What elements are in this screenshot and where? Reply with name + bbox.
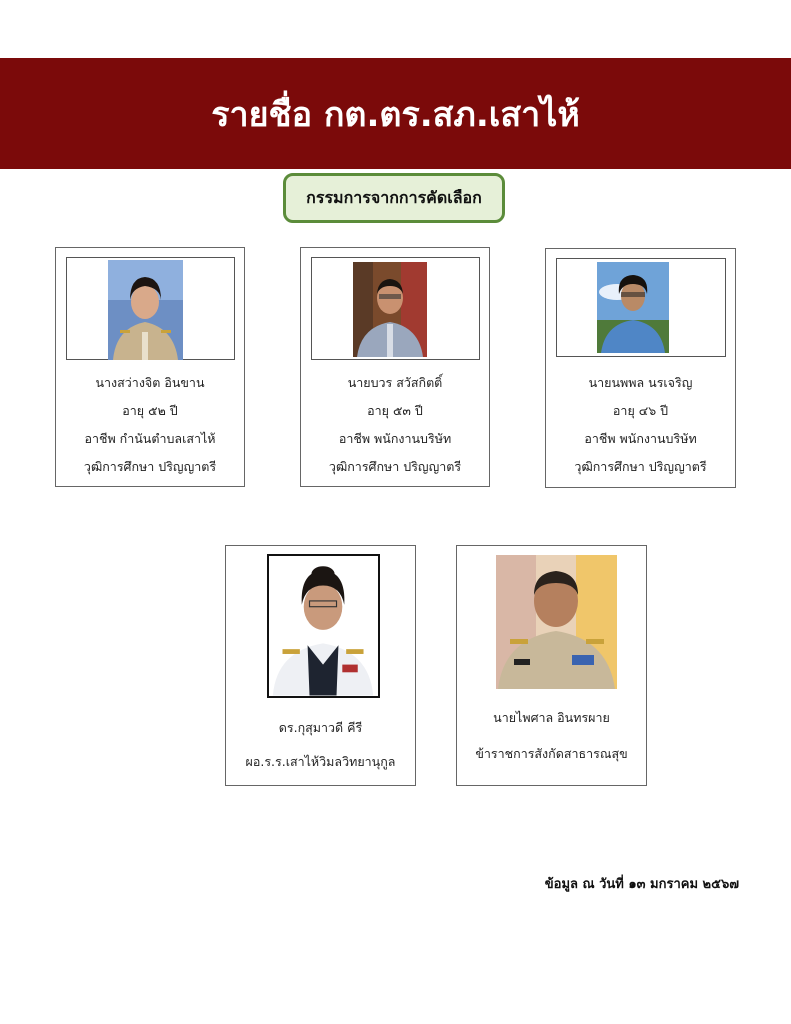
title-banner bbox=[0, 58, 791, 169]
member-name: นายบวร สวัสกิตติ์ bbox=[347, 375, 443, 390]
member-position: ข้าราชการสังกัดสาธารณสุข bbox=[475, 746, 628, 761]
member-name: นายไพศาล อินทรผาย bbox=[493, 710, 610, 725]
member-education: วุฒิการศึกษา ปริญญาตรี bbox=[83, 459, 217, 474]
member-occupation: อาชีพ พนักงานบริษัท bbox=[584, 431, 697, 446]
data-date-note: ข้อมูล ณ วันที่ ๑๓ มกราคม ๒๕๖๗ bbox=[544, 877, 739, 892]
member-photo bbox=[108, 260, 183, 360]
member-education: วุฒิการศึกษา ปริญญาตรี bbox=[328, 459, 462, 474]
member-education: วุฒิการศึกษา ปริญญาตรี bbox=[574, 459, 707, 474]
section-label: กรรมการจากการคัดเลือก bbox=[283, 173, 505, 223]
member-name: ดร.กุสุมาวดี คีรี bbox=[278, 720, 363, 735]
member-card-1 bbox=[55, 247, 245, 487]
member-card-2 bbox=[300, 247, 490, 487]
member-age: อายุ ๕๓ ปี bbox=[367, 403, 423, 418]
member-photo bbox=[353, 262, 427, 357]
member-card-3 bbox=[545, 248, 736, 488]
member-age: อายุ ๔๖ ปี bbox=[612, 403, 669, 418]
page-title: รายชื่อ กต.ตร.สภ.เสาไห้ bbox=[211, 94, 580, 135]
member-name: นางสว่างจิต อินขาน bbox=[95, 375, 205, 390]
member-age: อายุ ๕๒ ปี bbox=[122, 403, 178, 418]
member-photo bbox=[496, 555, 617, 689]
member-card-4 bbox=[225, 545, 416, 786]
member-position: ผอ.ร.ร.เสาไห้วิมลวิทยานุกูล bbox=[245, 754, 396, 769]
member-name: นายนพพล นรเจริญ bbox=[588, 375, 693, 390]
member-occupation: อาชีพ กำนันตำบลเสาไห้ bbox=[84, 431, 216, 446]
member-photo bbox=[597, 262, 669, 353]
member-card-5 bbox=[456, 545, 647, 786]
member-occupation: อาชีพ พนักงานบริษัท bbox=[338, 431, 452, 446]
member-photo bbox=[267, 554, 380, 698]
